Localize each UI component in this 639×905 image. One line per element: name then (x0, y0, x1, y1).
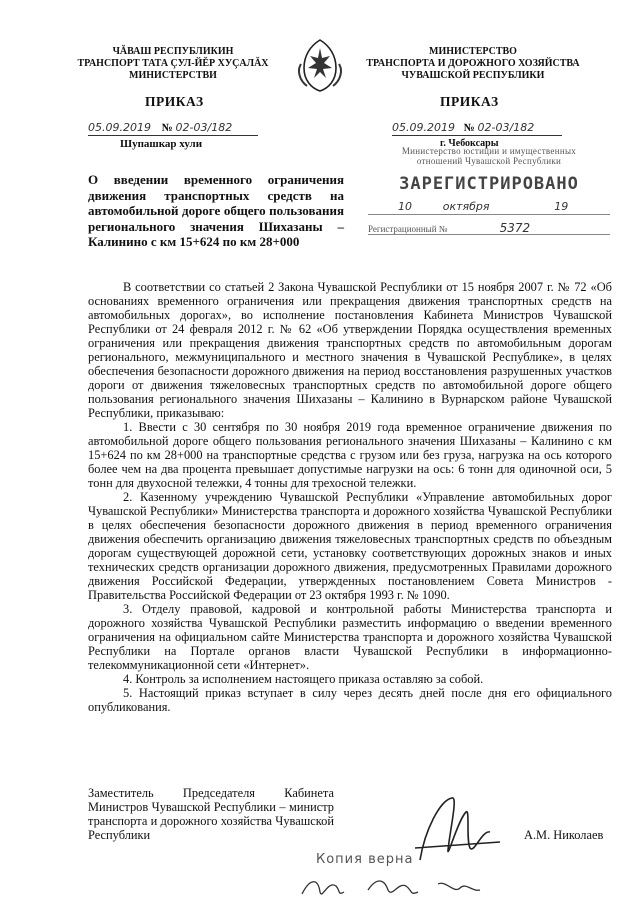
order-date-number-left (88, 121, 258, 136)
body-paragraph: 2. Казенному учреждению Чувашской Республики «Управление автомобильных дорог Чувашской Республики» Министерства транспорта и дорожного хозяйства Чувашской Республики в целях обеспечения безопасности дорожного движения в период временного ограничения движения обеспечить организацию движения тяжеловесных транспортных средств по объездным дорогам существующей дорожной сети, установку соответствующих дорожных знаков и иных технических средств организации дорожного движения, предусмотренных Правилами дорожного движения Российской Федерации, утвержденных постановлением Совета Министров - Правительства Российской Федерации от 23 октября 1993 г. № 1090. (88, 490, 612, 602)
body-paragraph: 4. Контроль за исполнением настоящего приказа оставляю за собой. (123, 672, 484, 686)
header-right-line: ЧУВАШСКОЙ РЕСПУБЛИКИ (401, 70, 545, 81)
header-right-line: МИНИСТЕРСТВО (429, 46, 517, 57)
stamp-date-line (368, 200, 610, 215)
header-right-line: ТРАНСПОРТА И ДОРОЖНОГО ХОЗЯЙСТВА (366, 58, 580, 69)
handwritten-initials (298, 872, 498, 902)
stamp-reg-label: Регистрационный № (368, 224, 448, 234)
city-right: г. Чебоксары (440, 138, 499, 149)
body-paragraph: В соответствии со статьей 2 Закона Чувашской Республики от 15 ноября 2007 г. № 72 «Об основаниях временного ограничения или прекращения движения транспортных средств на автомобильных дорогах», во исполнение постановления Кабинета Министров Чувашской Республики от 24 февраля 2012 г. № 62 «Об утверждении Порядка осуществления временных ограничения или прекращения движения транспортных средств по автомобильным дорогам регионального, межмуниципального и местного значения в Чувашской Республике», в целях обеспечения безопасности дорожного движения на период восстановления разрушенных участков дороги от движения тяжеловесных транспортных средств по автомобильной дороге общего пользования регионального значения Шихазаны – Калинино в Вурнарском районе Чувашской Республики, приказываю: (88, 280, 612, 420)
stamp-year: 19 (554, 200, 569, 213)
prikaz-title-left: ПРИКАЗ (145, 94, 204, 109)
ministry-name-chuvash (48, 46, 298, 82)
number-sign-right: № (463, 122, 475, 134)
stamp-registered-text: ЗАРЕГИСТРИРОВАНО (399, 174, 579, 194)
stamp-reg-line (368, 221, 610, 235)
number-sign-left: № (161, 122, 173, 134)
stamp-ministry-line: отношений Чувашской Республики (416, 156, 562, 166)
header-left-line: ТРАНСПОРТ ТАТА ÇУЛ-ЙĔР ХУÇАЛĂХ (77, 58, 269, 69)
order-date-number-right (392, 121, 562, 136)
body-paragraph: 5. Настоящий приказ вступает в силу через десять дней после дня его официального опубликования. (88, 686, 612, 714)
order-number-left: 02-03/182 (175, 121, 233, 134)
signatory-position: Заместитель Председателя Кабинета Министров Чувашской Республики – министр транспорта и дорожного хозяйства Чувашской Республики (88, 786, 334, 842)
copy-stamp: Копия верна (316, 852, 414, 867)
registration-stamp (368, 146, 610, 246)
stamp-reg-number: 5372 (499, 221, 531, 235)
coat-of-arms-icon (295, 36, 345, 94)
header-left-line: ЧĂВАШ РЕСПУБЛИКИН (112, 46, 234, 57)
order-date-right: 05.09.2019 (392, 121, 455, 134)
document-body (88, 280, 612, 714)
prikaz-title-right: ПРИКАЗ (440, 94, 499, 109)
header-left-line: МИНИСТЕРСТВИ (129, 70, 217, 81)
city-left: Шупашкар хули (120, 138, 203, 150)
ministry-name-russian (348, 46, 598, 82)
body-paragraph: 1. Ввести с 30 сентября по 30 ноября 2019 года временное ограничение движения по автомобильной дороге общего пользования регионального значения Шихазаны – Калинино с км 15+624 по км 28+000 на транспортные средства с грузом или без груза, нагрузка на ось которого более чем на два процента превышает допустимые нагрузки на ось: 6 тонн для одиночной оси, 5 тонн для двухосной тележки, 4 тонны для трехосной тележки. (88, 420, 612, 490)
stamp-month: октября (442, 200, 490, 213)
order-date-left: 05.09.2019 (88, 121, 151, 134)
order-number-right: 02-03/182 (477, 121, 535, 134)
document-title: О введении временного ограничения движения транспортных средств на автомобильной дороге общего пользования регионального значения Шихазаны – Калинино с км 15+624 по км 28+000 (88, 172, 344, 249)
stamp-ministry-line: Министерство юстиции и имущественных (401, 146, 577, 156)
handwritten-signature (400, 790, 510, 865)
body-paragraph: 3. Отделу правовой, кадровой и контрольной работы Министерства транспорта и дорожного хозяйства Чувашской Республики разместить информацию о введении временного ограничения на официальном сайте Министерства транспорта и дорожного хозяйства Чувашской Республики на Портале органов власти Чувашской Республики в информационно-телекоммуникационной сети «Интернет». (88, 602, 612, 672)
signatory-name: А.М. Николаев (524, 828, 604, 842)
stamp-day: 10 (398, 200, 412, 213)
